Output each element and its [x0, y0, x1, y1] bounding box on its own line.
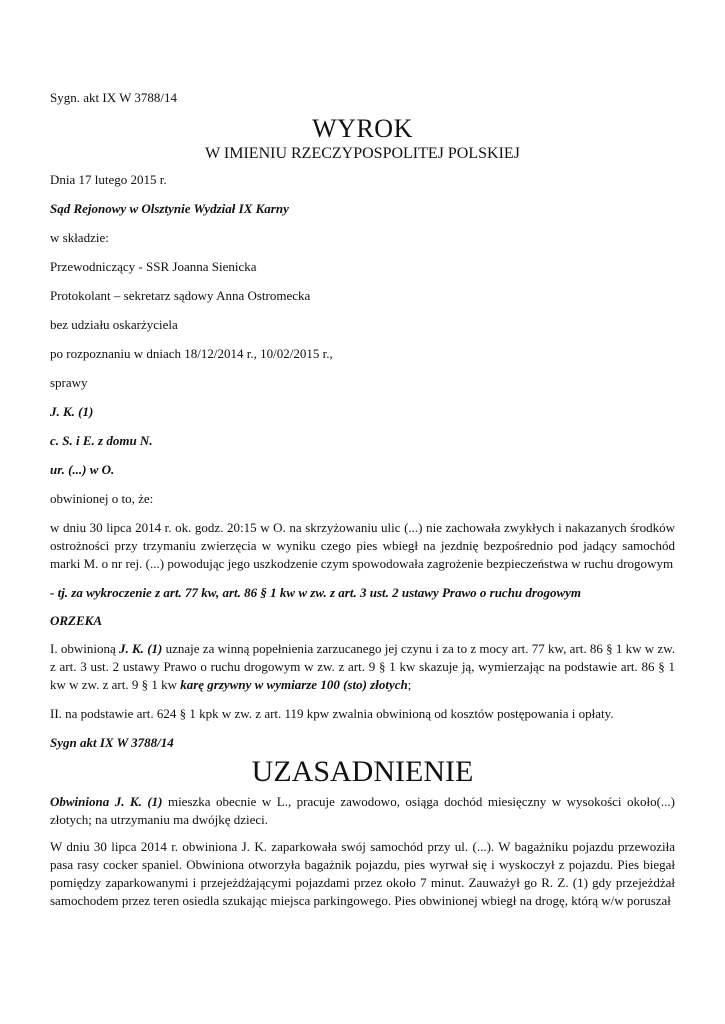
charge-intro: obwinionej o to, że:	[50, 491, 154, 506]
charge-text: w dniu 30 lipca 2014 r. ok. godz. 20:15 w O. na skrzyżowaniu ulic (...) nie zachowała zwykłych i nakazanych środków ostrożności przy trzymaniu zwierzęcia w wyniku czego pies wbiegł na jezdnię bezpośrednio pod jadący samochód marki M. o nr rej. (...) powodując jego uszkodzenie czym spowodowała zagrożenie bezpieczeństwa w ruchu drogowym	[50, 520, 675, 571]
defendant-parents: c. S. i E. z domu N.	[50, 433, 153, 448]
orders-heading: ORZEKA	[50, 613, 103, 628]
justification-case-reference: Sygn akt IX W 3788/14	[50, 735, 174, 750]
justification-paragraph-2: W dniu 30 lipca 2014 r. obwiniona J. K. zaparkowała swój samochód przy ul. (...). W bagażniku pojazdu przewoziła pasa rasy cocker spaniel. Obwiniona otworzyła bagażnik pojazdu, pies wyrwał się i wyskoczył z pojazdu. Pies biegał pomiędzy zaparkowanymi i przejeżdżającymi pojazdami przez około 7 minut. Zauważył go R. Z. (1) gdy przejeżdżał samochodem przez teren osiedla szukając miejsca parkingowego. Pies obwinionej wbiegł na drogę, którą w/w poruszał	[50, 839, 675, 908]
verdict-title: WYROK	[312, 114, 413, 143]
hearing-dates: po rozpoznaniu w dniach 18/12/2014 r., 10/02/2015 r.,	[50, 346, 333, 361]
justification-paragraph-1-text: mieszka obecnie w L., pracuje zawodowo, osiąga dochód miesięczny w wysokości około(...) złotych; na utrzymaniu ma dwójkę dzieci.	[50, 794, 675, 827]
verdict-subtitle: W IMIENIU RZECZYPOSPOLITEJ POLSKIEJ	[205, 145, 520, 162]
case-reference: Sygn. akt IX W 3788/14	[50, 90, 177, 105]
ruling-point-1-penalty: karę grzywny w wymiarze 100 (sto) złotych	[180, 677, 408, 692]
verdict-date: Dnia 17 lutego 2015 r.	[50, 172, 167, 187]
ruling-point-2: II. na podstawie art. 624 § 1 kpk w zw. z art. 119 kpw zwalnia obwinioną od kosztów postępowania i opłaty.	[50, 706, 614, 721]
ruling-point-1-end: ;	[407, 677, 412, 692]
composition-label: w składzie:	[50, 230, 109, 245]
justification-paragraph-1	[50, 793, 675, 829]
defendant-name: J. K. (1)	[50, 404, 94, 419]
case-word: sprawy	[50, 375, 88, 390]
justification-title: UZASADNIENIE	[251, 755, 474, 788]
ruling-point-1	[50, 640, 675, 694]
defendant-birth: ur. (...) w O.	[50, 462, 115, 477]
ruling-point-1-body: uznaje za winną popełnienia zarzucanego jej czynu i za to z mocy art. 77 kw, art. 86 § 1 kw w zw. z art. 3 ust. 2 ustawy Prawo o ruchu drogowym w zw. z art. 9 § 1 kw skazuje ją, wymierzając na podstawie art. 86 § 1 kw w zw. z art. 9 § 1 kw	[50, 641, 675, 692]
justification-defendant: Obwiniona J. K. (1)	[50, 794, 163, 809]
presiding-judge: Przewodniczący - SSR Joanna Sienicka	[50, 259, 257, 274]
ruling-point-1-intro: I. obwinioną	[50, 641, 119, 656]
ruling-point-1-defendant: J. K. (1)	[119, 641, 163, 656]
offense-qualification: - tj. za wykroczenie z art. 77 kw, art. 86 § 1 kw w zw. z art. 3 ust. 2 ustawy Prawo o ruchu drogowym	[50, 585, 582, 600]
court-name: Sąd Rejonowy w Olsztynie Wydział IX Karny	[50, 201, 289, 216]
court-clerk: Protokolant – sekretarz sądowy Anna Ostromecka	[50, 288, 311, 303]
prosecutor-note: bez udziału oskarżyciela	[50, 317, 178, 332]
